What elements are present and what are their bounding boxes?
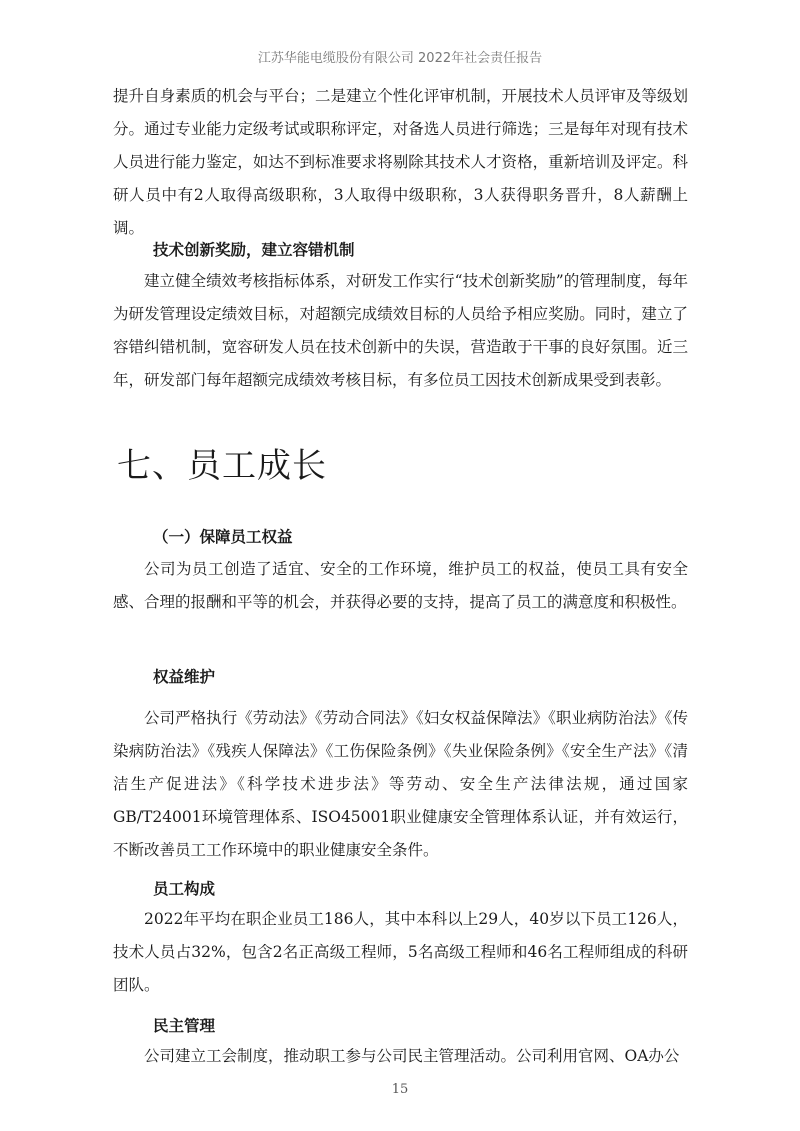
innovation-paragraph: 建立健全绩效考核指标体系，对研发工作实行“技术创新奖励”的管理制度，每年为研发管理设定绩效目标，对超额完成绩效目标的人员给予相应奖励。同时，建立了容错纠错机制，宽容研发人员在技术创新中的失误，营造敢于干事的良好氛围。近三年，研发部门每年超额完成绩效考核目标，有多位员工因技术创新成果受到表彰。	[113, 272, 688, 389]
composition-heading: 员工构成	[153, 880, 216, 898]
intro-paragraph: 提升自身素质的机会与平台；二是建立个性化评审机制，开展技术人员评审及等级划分。通过专业能力定级考试或职称评定，对备选人员进行筛选；三是每年对现有技术人员进行能力鉴定，如达不到标准要求将剔除其技术人才资格，重新培训及评定。科研人员中有2人取得高级职称，3人取得中级职称，3人获得职务晋升，8人薪酬上调。	[113, 87, 688, 237]
innovation-heading: 技术创新奖励，建立容错机制	[153, 241, 355, 259]
chapter-title: 七、员工成长	[117, 446, 327, 486]
maintenance-paragraph: 公司严格执行《劳动法》《劳动合同法》《妇女权益保障法》《职业病防治法》《传染病防治法》《残疾人保障法》《工伤保险条例》《失业保险条例》《安全生产法》《清洁生产促进法》《科学技术进步法》等劳动、安全生产法律法规，通过国家GB/T24001环境管理体系、ISO45001职业健康安全管理体系认证，并有效运行，不断改善员工工作环境中的职业健康安全条件。	[113, 709, 688, 859]
composition-paragraph: 2022年平均在职企业员工186人，其中本科以上29人，40岁以下员工126人，技术人员占32%，包含2名正高级工程师，5名高级工程师和46名工程师组成的科研团队。	[113, 910, 688, 994]
running-header: 江苏华能电缆股份有限公司 2022年社会责任报告	[257, 51, 543, 66]
democracy-paragraph: 公司建立工会制度，推动职工参与公司民主管理活动。公司利用官网、OA办公	[144, 1047, 680, 1065]
page-number: 15	[391, 1082, 409, 1097]
maintenance-heading: 权益维护	[153, 668, 216, 686]
democracy-heading: 民主管理	[153, 1017, 216, 1035]
rights-paragraph: 公司为员工创造了适宜、安全的工作环境，维护员工的权益，使员工具有安全感、合理的报酬和平等的机会，并获得必要的支持，提高了员工的满意度和积极性。	[113, 560, 688, 611]
rights-heading: （一）保障员工权益	[153, 528, 293, 546]
